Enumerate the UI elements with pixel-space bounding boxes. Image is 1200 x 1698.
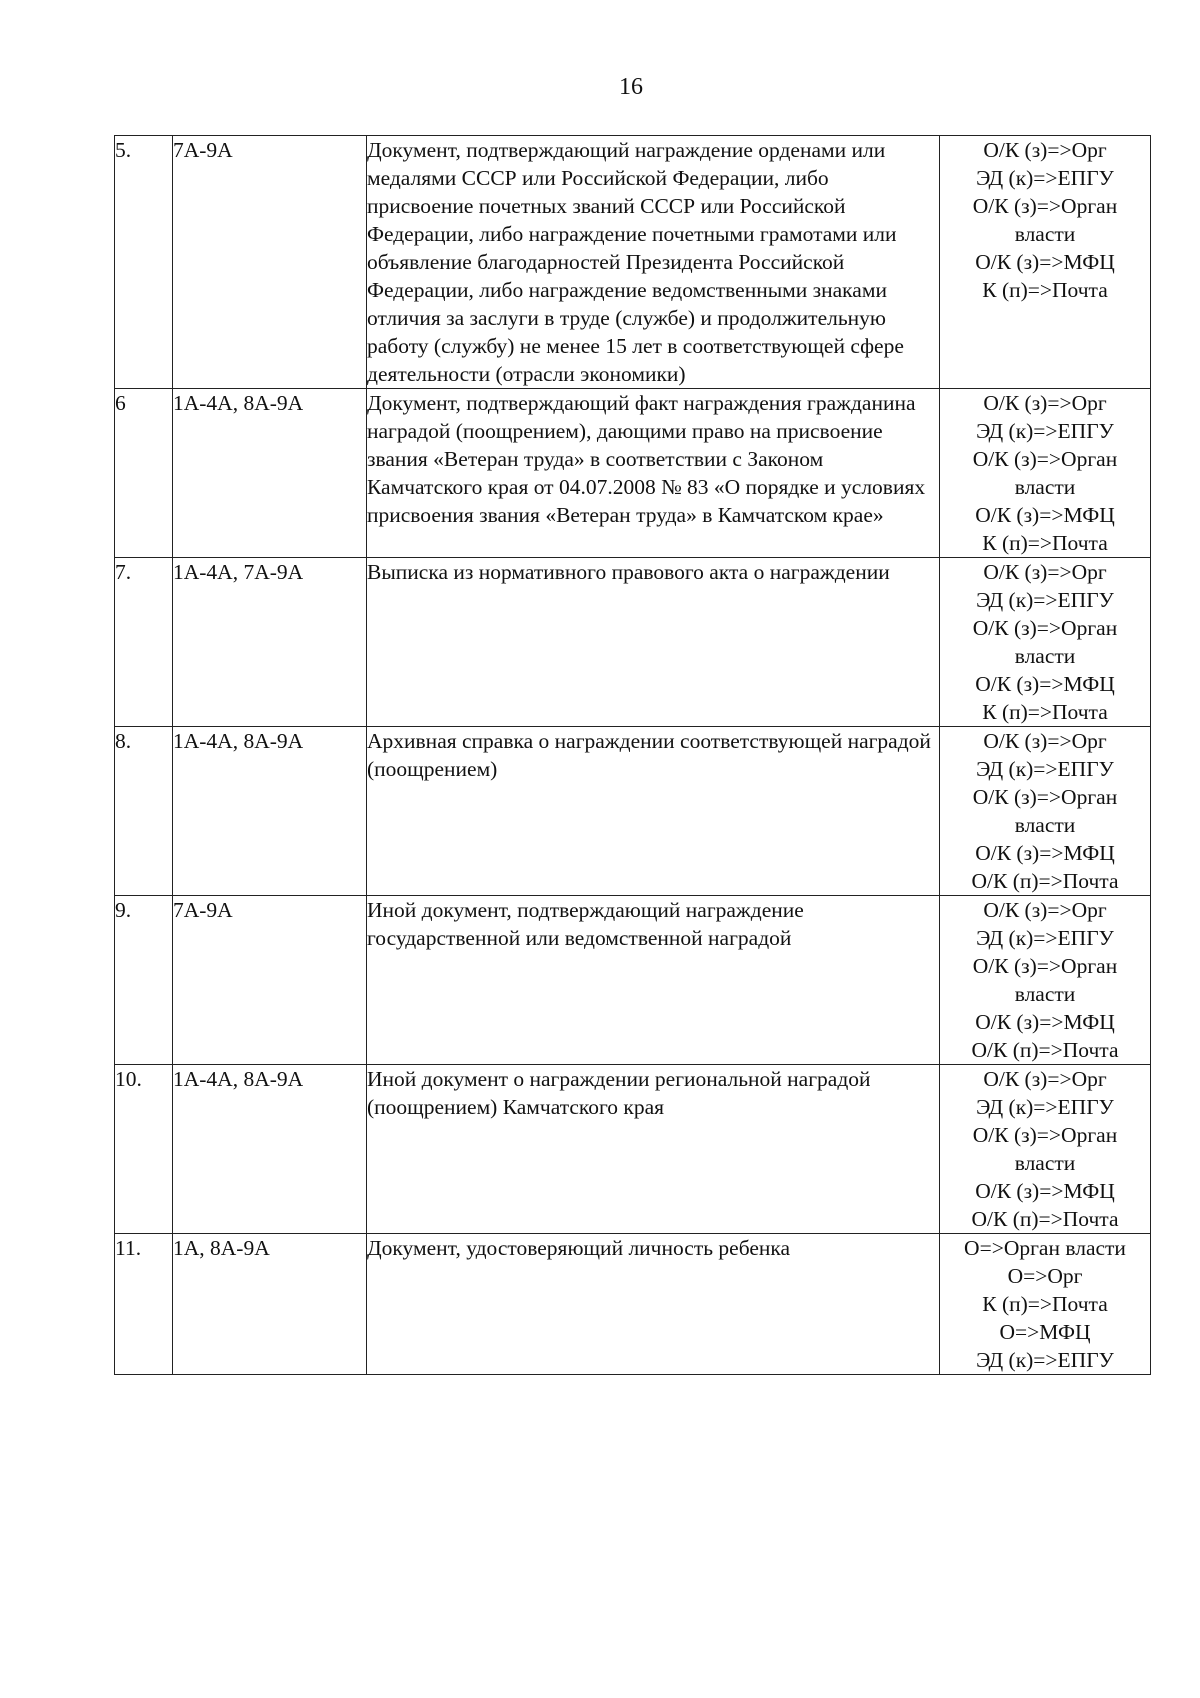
submission-method-line: О/К (з)=>Орг (983, 729, 1107, 753)
submission-method-line: О/К (з)=>Орг (983, 138, 1107, 162)
document-description: Выписка из нормативного правового акта о награждении (367, 558, 940, 727)
submission-method-line: власти (1014, 1151, 1076, 1175)
submission-method-line: ЭД (к)=>ЕПГУ (976, 1095, 1114, 1119)
table-row (115, 1234, 1151, 1375)
submission-method-line: ЭД (к)=>ЕПГУ (976, 926, 1114, 950)
row-number: 5. (115, 136, 173, 389)
table-row (115, 1065, 1151, 1234)
table-row (115, 136, 1151, 389)
submission-method-line: К (п)=>Почта (982, 531, 1108, 555)
applicant-category-codes: 1А-4А, 8А-9А (173, 1065, 367, 1234)
submission-method-line: О=>Орг (1007, 1264, 1083, 1288)
submission-method-line: ЭД (к)=>ЕПГУ (976, 166, 1114, 190)
submission-method-line: О/К (з)=>МФЦ (975, 1010, 1115, 1034)
submission-method-line: О/К (з)=>Орг (983, 1067, 1107, 1091)
applicant-category-codes: 1А-4А, 7А-9А (173, 558, 367, 727)
submission-method-line: О/К (з)=>МФЦ (975, 1179, 1115, 1203)
document-description: Документ, подтверждающий награждение орденами или медалями СССР или Российской Федерации, либо присвоение почетных званий СССР или Российской Федерации, либо награждение почетными грамотами или объявление благодарностей Президента Российской Федерации, либо награждение ведомственными знаками отличия за заслуги в труде (службе) и продолжительную работу (службу) не менее 15 лет в соответствующей сфере деятельности (отрасли экономики) (367, 136, 940, 389)
submission-methods (940, 727, 1151, 896)
submission-methods (940, 1234, 1151, 1375)
documents-table (114, 135, 1151, 1375)
row-number: 7. (115, 558, 173, 727)
submission-method-line: власти (1014, 644, 1076, 668)
submission-method-line: К (п)=>Почта (982, 700, 1108, 724)
row-number: 11. (115, 1234, 173, 1375)
applicant-category-codes: 7А-9А (173, 136, 367, 389)
submission-method-line: О/К (з)=>Орган (972, 194, 1118, 218)
submission-method-line: К (п)=>Почта (982, 1292, 1108, 1316)
submission-methods (940, 558, 1151, 727)
submission-method-line: О=>МФЦ (999, 1320, 1091, 1344)
page-number: 16 (619, 74, 643, 100)
submission-method-line: власти (1014, 813, 1076, 837)
submission-method-line: О/К (з)=>Орган (972, 954, 1118, 978)
submission-method-line: ЭД (к)=>ЕПГУ (976, 419, 1114, 443)
applicant-category-codes: 1А-4А, 8А-9А (173, 727, 367, 896)
table-row (115, 558, 1151, 727)
row-number: 8. (115, 727, 173, 896)
row-number: 6 (115, 389, 173, 558)
submission-method-line: О/К (з)=>МФЦ (975, 672, 1115, 696)
submission-method-line: К (п)=>Почта (982, 278, 1108, 302)
submission-method-line: О/К (п)=>Почта (971, 1038, 1119, 1062)
submission-method-line: власти (1014, 982, 1076, 1006)
submission-method-line: О/К (з)=>Орг (983, 898, 1107, 922)
submission-methods (940, 896, 1151, 1065)
row-number: 10. (115, 1065, 173, 1234)
submission-method-line: О/К (п)=>Почта (971, 869, 1119, 893)
documents-table-body (115, 136, 1151, 1375)
row-number: 9. (115, 896, 173, 1065)
submission-methods (940, 136, 1151, 389)
submission-methods (940, 1065, 1151, 1234)
submission-method-line: О/К (з)=>Орган (972, 447, 1118, 471)
submission-method-line: О/К (з)=>Орган (972, 1123, 1118, 1147)
document-description: Иной документ о награждении региональной наградой (поощрением) Камчатского края (367, 1065, 940, 1234)
document-description: Архивная справка о награждении соответствующей наградой (поощрением) (367, 727, 940, 896)
submission-method-line: О/К (з)=>Орг (983, 560, 1107, 584)
submission-method-line: О/К (з)=>МФЦ (975, 841, 1115, 865)
submission-method-line: О/К (з)=>Орган (972, 785, 1118, 809)
submission-method-line: О/К (з)=>Орг (983, 391, 1107, 415)
table-row (115, 389, 1151, 558)
document-description: Иной документ, подтверждающий награждение государственной или ведомственной наградой (367, 896, 940, 1065)
submission-methods (940, 389, 1151, 558)
submission-method-line: О=>Орган власти (964, 1236, 1126, 1260)
submission-method-line: ЭД (к)=>ЕПГУ (976, 757, 1114, 781)
document-description: Документ, удостоверяющий личность ребенка (367, 1234, 940, 1375)
submission-method-line: власти (1014, 475, 1076, 499)
submission-method-line: О/К (з)=>МФЦ (975, 250, 1115, 274)
submission-method-line: ЭД (к)=>ЕПГУ (976, 1348, 1114, 1372)
submission-method-line: власти (1014, 222, 1076, 246)
applicant-category-codes: 1А, 8А-9А (173, 1234, 367, 1375)
submission-method-line: О/К (з)=>МФЦ (975, 503, 1115, 527)
submission-method-line: ЭД (к)=>ЕПГУ (976, 588, 1114, 612)
table-row (115, 896, 1151, 1065)
submission-method-line: О/К (п)=>Почта (971, 1207, 1119, 1231)
document-description: Документ, подтверждающий факт награждения гражданина наградой (поощрением), дающими право на присвоение звания «Ветеран труда» в соответствии с Законом Камчатского края от 04.07.2008 № 83 «О порядке и условиях присвоения звания «Ветеран труда» в Камчатском крае» (367, 389, 940, 558)
applicant-category-codes: 7А-9А (173, 896, 367, 1065)
submission-method-line: О/К (з)=>Орган (972, 616, 1118, 640)
table-row (115, 727, 1151, 896)
applicant-category-codes: 1А-4А, 8А-9А (173, 389, 367, 558)
